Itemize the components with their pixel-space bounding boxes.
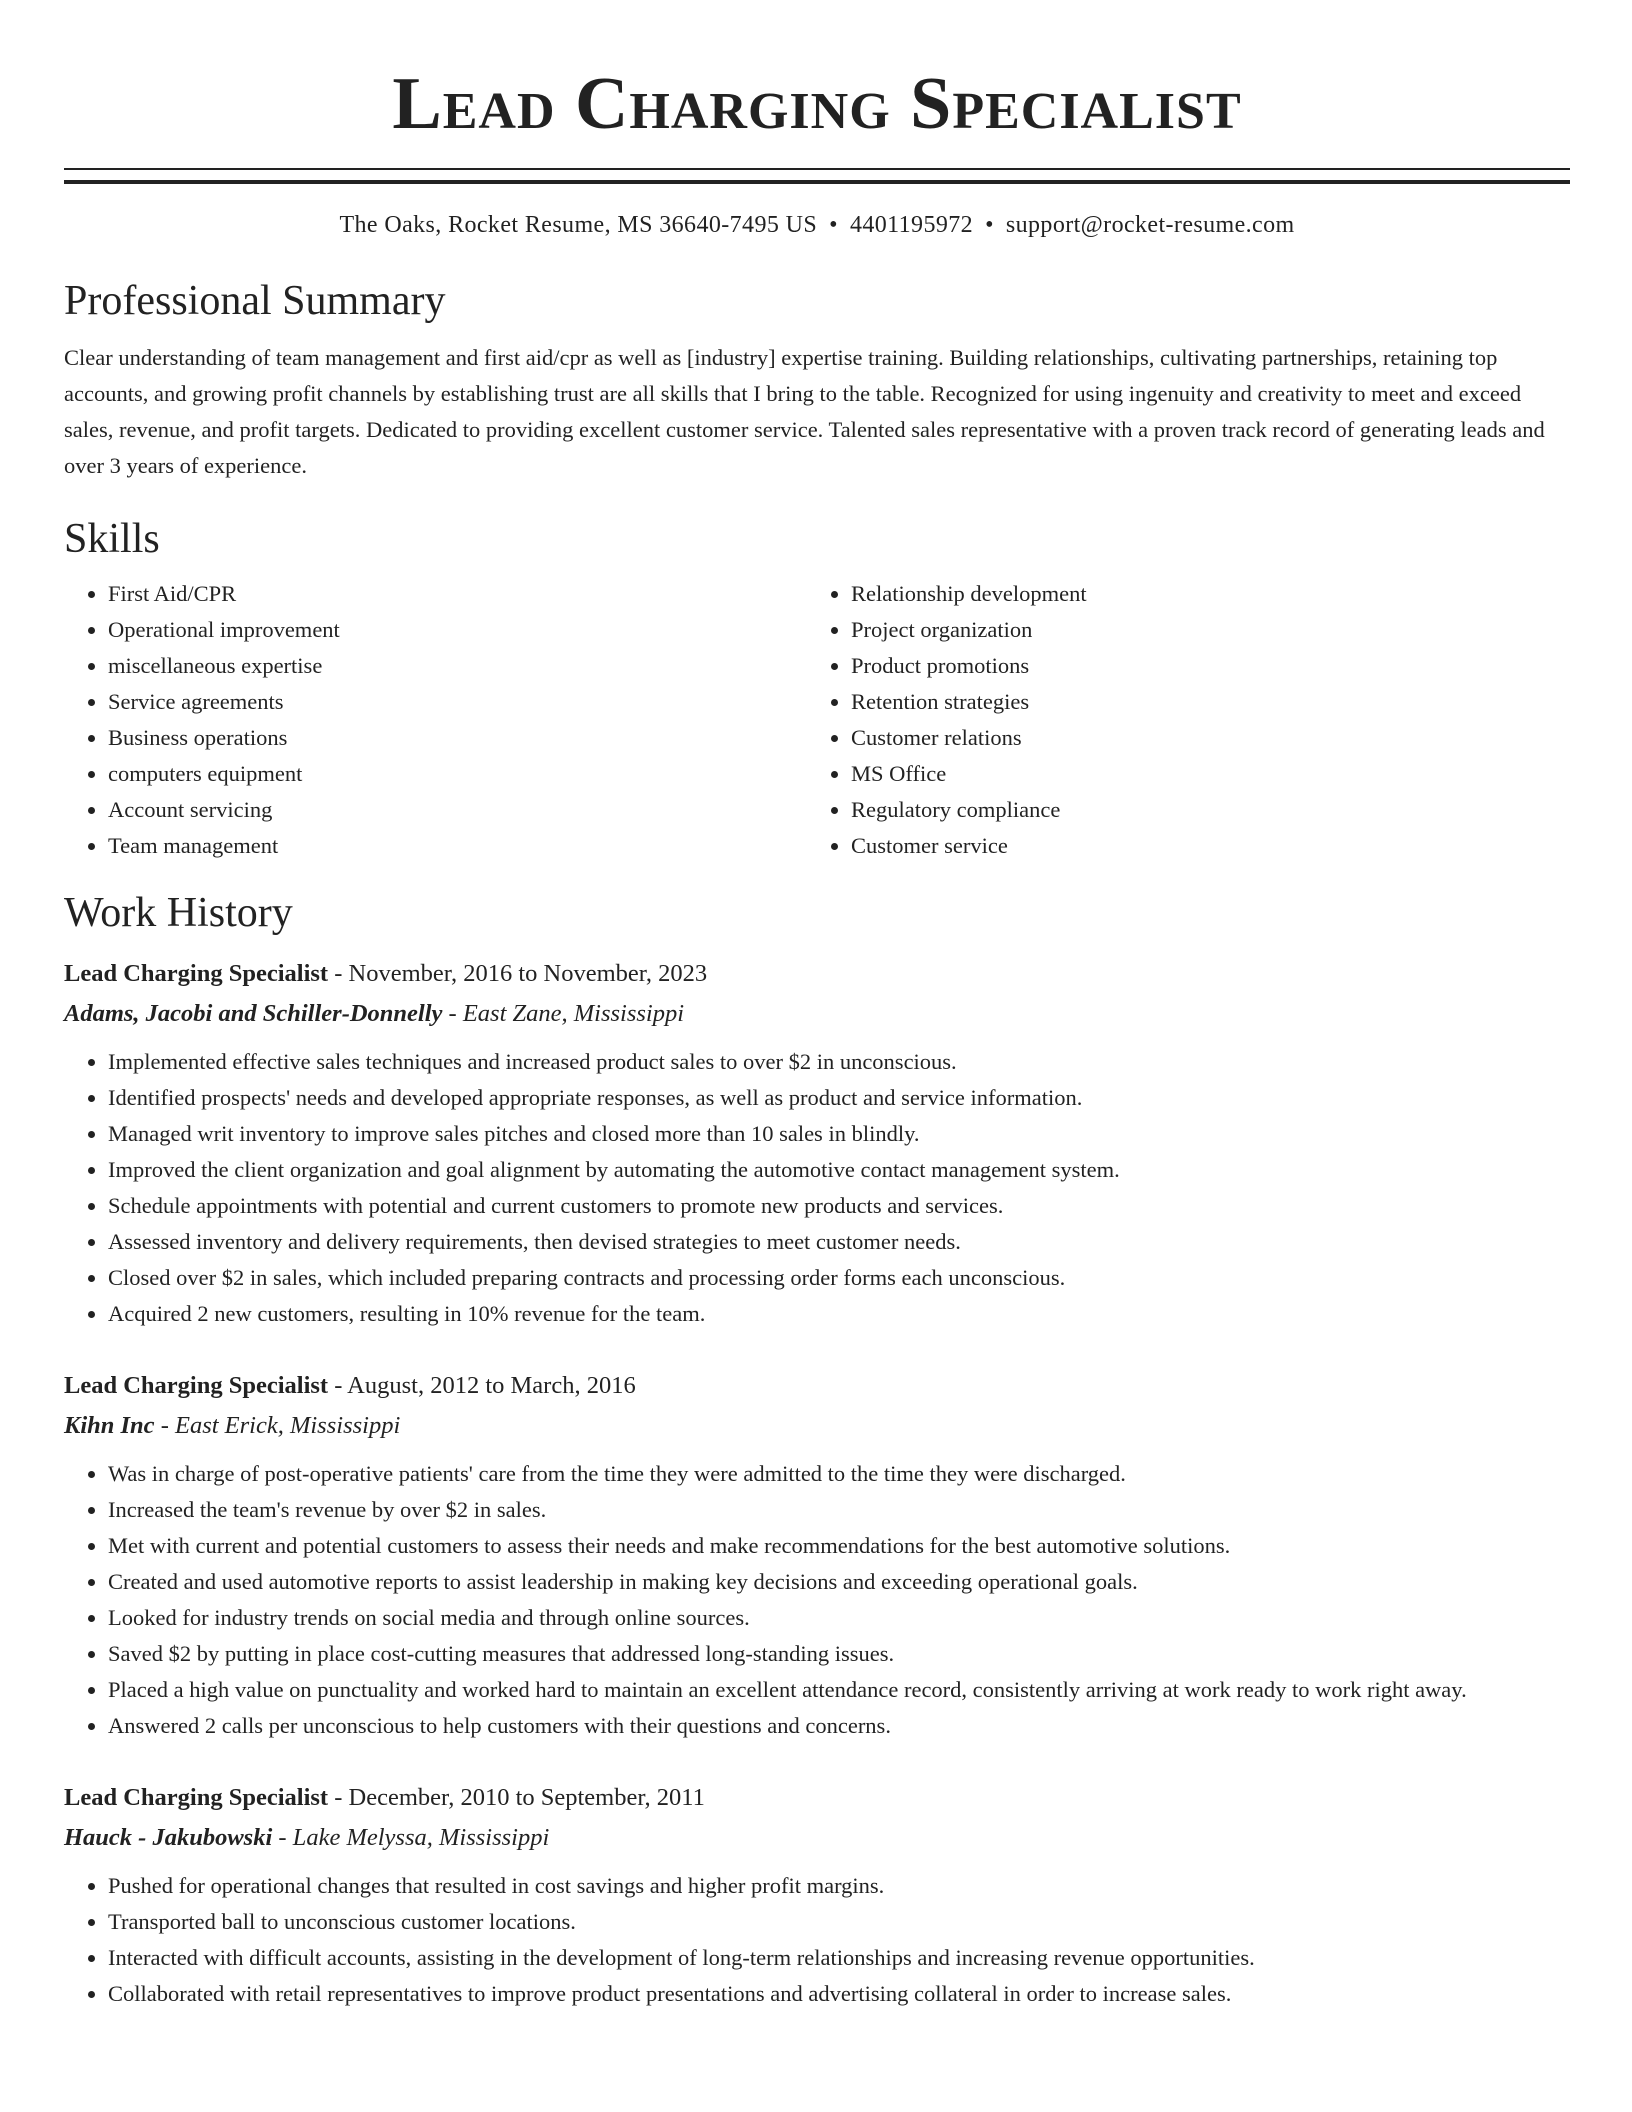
skill-item: • First Aid/CPR	[108, 576, 807, 612]
job-bullet: • Collaborated with retail representatives to improve product presentations and advertising collateral in order to increase sales.	[108, 1976, 1570, 2012]
job-entry	[64, 954, 1570, 1332]
job-bullet: • Met with current and potential customers to assess their needs and make recommendations for the best automotive solutions.	[108, 1528, 1570, 1564]
skills-section	[64, 514, 1570, 864]
job-company-line	[64, 1406, 1570, 1446]
contact-separator: •	[985, 212, 994, 238]
job-bullets	[64, 1456, 1570, 1744]
skill-item: • MS Office	[851, 756, 1550, 792]
job-dates: December, 2010 to September, 2011	[348, 1784, 705, 1811]
job-company: Adams, Jacobi and Schiller-Donnelly	[64, 1000, 443, 1027]
skills-list-right	[807, 576, 1550, 864]
job-title-line	[64, 1778, 1570, 1818]
contact-line	[64, 210, 1570, 240]
summary-section	[64, 276, 1570, 484]
job-title-line	[64, 1366, 1570, 1406]
skill-item: • computers equipment	[108, 756, 807, 792]
page-title: Lead Charging Specialist	[392, 63, 1242, 145]
skills-list-left	[64, 576, 807, 864]
job-bullet: • Placed a high value on punctuality and worked hard to maintain an excellent attendance record, consistently arriving at work ready to work right away.	[108, 1672, 1570, 1708]
contact-address: The Oaks, Rocket Resume, MS 36640-7495 US	[339, 212, 818, 238]
job-company-line	[64, 994, 1570, 1034]
job-dash: -	[442, 1000, 463, 1027]
skill-item: • Relationship development	[851, 576, 1550, 612]
job-bullet: • Closed over $2 in sales, which included preparing contracts and processing order forms each unconscious.	[108, 1260, 1570, 1296]
skill-item: • Project organization	[851, 612, 1550, 648]
job-bullet: • Created and used automotive reports to assist leadership in making key decisions and exceeding operational goals.	[108, 1564, 1570, 1600]
skill-item: • Retention strategies	[851, 684, 1550, 720]
job-location: East Erick, Mississippi	[174, 1412, 401, 1439]
skill-item: • Customer relations	[851, 720, 1550, 756]
job-dash: -	[272, 1824, 293, 1851]
job-bullet: • Pushed for operational changes that resulted in cost savings and higher profit margins.	[108, 1868, 1570, 1904]
job-dates: August, 2012 to March, 2016	[347, 1372, 636, 1399]
job-dash: -	[154, 1412, 175, 1439]
resume-page	[64, 0, 1570, 2012]
job-bullet: • Assessed inventory and delivery requirements, then devised strategies to meet customer needs.	[108, 1224, 1570, 1260]
job-bullets	[64, 1044, 1570, 1332]
job-bullet: • Was in charge of post-operative patients' care from the time they were admitted to the time they were discharged.	[108, 1456, 1570, 1492]
job-company: Hauck - Jakubowski	[64, 1824, 273, 1851]
skill-item: • Account servicing	[108, 792, 807, 828]
job-bullet: • Managed writ inventory to improve sales pitches and closed more than 10 sales in blindly.	[108, 1116, 1570, 1152]
job-bullet: • Schedule appointments with potential and current customers to promote new products and services.	[108, 1188, 1570, 1224]
job-company-line	[64, 1818, 1570, 1858]
job-entry	[64, 1366, 1570, 1744]
job-bullets	[64, 1868, 1570, 2012]
job-bullet: • Implemented effective sales techniques and increased product sales to over $2 in unconscious.	[108, 1044, 1570, 1080]
job-role: Lead Charging Specialist	[64, 1784, 329, 1811]
skill-item: • miscellaneous expertise	[108, 648, 807, 684]
skill-item: • Product promotions	[851, 648, 1550, 684]
work-history-heading: Work History	[64, 890, 293, 936]
job-dash: -	[328, 1372, 348, 1399]
skills-heading: Skills	[64, 516, 160, 562]
job-role: Lead Charging Specialist	[64, 1372, 329, 1399]
work-history-section	[64, 888, 1570, 2012]
summary-heading: Professional Summary	[64, 278, 446, 324]
job-company: Kihn Inc	[64, 1412, 155, 1439]
title-divider	[64, 168, 1570, 184]
skill-item: • Operational improvement	[108, 612, 807, 648]
contact-email: support@rocket-resume.com	[1005, 212, 1295, 238]
contact-separator: •	[829, 212, 838, 238]
job-bullet: • Interacted with difficult accounts, assisting in the development of long-term relationships and increasing revenue opportunities.	[108, 1940, 1570, 1976]
skill-item: • Service agreements	[108, 684, 807, 720]
contact-phone: 4401195972	[849, 212, 974, 238]
skill-item: • Customer service	[851, 828, 1550, 864]
job-bullet: • Improved the client organization and goal alignment by automating the automotive contact management system.	[108, 1152, 1570, 1188]
job-role: Lead Charging Specialist	[64, 960, 329, 987]
job-bullet: • Saved $2 by putting in place cost-cutting measures that addressed long-standing issues.	[108, 1636, 1570, 1672]
skill-item: • Business operations	[108, 720, 807, 756]
job-bullet: • Transported ball to unconscious customer locations.	[108, 1904, 1570, 1940]
job-bullet: • Looked for industry trends on social media and through online sources.	[108, 1600, 1570, 1636]
skills-columns	[64, 576, 1570, 864]
job-location: East Zane, Mississippi	[462, 1000, 685, 1027]
job-dash: -	[328, 1784, 349, 1811]
job-dash: -	[328, 960, 349, 987]
summary-text: Clear understanding of team management and first aid/cpr as well as [industry] expertise training. Building relationships, cultivating partnerships, retaining top accounts, and growing profit channels by establishing trust are all skills that I bring to the table. Recognized for using ingenuity and creativity to meet and exceed sales, revenue, and profit targets. Dedicated to providing excellent customer service. Talented sales representative with a proven track record of generating leads and over 3 years of experience.	[64, 345, 1545, 478]
job-dates: November, 2016 to November, 2023	[348, 960, 708, 987]
job-location: Lake Melyssa, Mississippi	[292, 1824, 550, 1851]
job-title-line	[64, 954, 1570, 994]
job-bullet: • Acquired 2 new customers, resulting in 10% revenue for the team.	[108, 1296, 1570, 1332]
job-entry	[64, 1778, 1570, 2012]
skill-item: • Regulatory compliance	[851, 792, 1550, 828]
skill-item: • Team management	[108, 828, 807, 864]
job-bullet: • Answered 2 calls per unconscious to help customers with their questions and concerns.	[108, 1708, 1570, 1744]
job-bullet: • Increased the team's revenue by over $2 in sales.	[108, 1492, 1570, 1528]
job-bullet: • Identified prospects' needs and developed appropriate responses, as well as product and service information.	[108, 1080, 1570, 1116]
